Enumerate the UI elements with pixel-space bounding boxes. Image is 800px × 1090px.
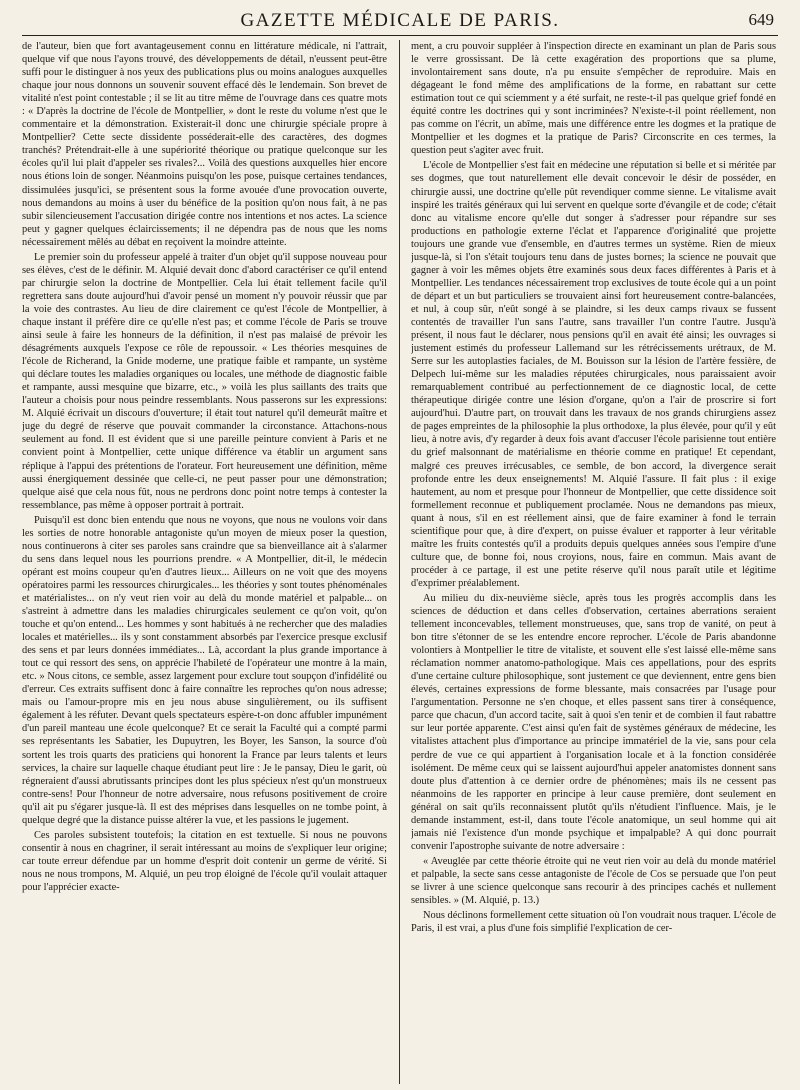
quotation: « Aveuglée par cette théorie étroite qui ne veut rien voir au delà du monde matériel et palpable, la secte sans cesse antagoniste de l'école de Cos se persuade que l'on peut se livrer à une science quelconque sans recourir à des principes cachés et nullement sensibles. » (M. Alquié, p. 13.) [411, 855, 776, 907]
paragraph: de l'auteur, bien que fort avantageusement connu en littérature médicale, ni l'attrait, quelque vif que nous l'ayons trouvé, des développements de détail, n'eussent peut-être suffi pour le distinguer à nos yeux des publications plus ou moins analogues auxquelles chaque jour nous donnons un souvenir souvent effacé dès le lendemain. Son brevet de vitalité n'est point contestable ; il se lit au titre même de l'ouvrage dans ces quatre mots : « D'après la doctrine de l'école de Montpellier, » dont le reste du volume n'est que le commentaire et la démonstration. Existerait-il donc une chirurgie spéciale propre à Montpellier? Cette secte dissidente posséderait-elle des caractères, des dogmes tranchés? Prétendrait-elle à une supériorité théorique ou pratique quelconque sur les écoles qu'il lui plait d'appeler ses rivales?... Voilà des questions auxquelles hier encore nous étions loin de songer. Néanmoins puisqu'on les pose, puisque certaines tendances, dissimulées jusqu'ici, se présentent sous la forme avouée d'une provocation ouverte, nous demandons au moins à user du bénéfice de la position qu'on nous fait, à ne pas subir silencieusement l'accusation dirigée contre nos intentions et nos actes. La science peut y gagner quelques éclaircissements; il ne dépendra pas de nous que les noms nécessairement mêlés au débat en reçoivent la moindre atteinte. [22, 41, 387, 248]
journal-title: GAZETTE MÉDICALE DE PARIS. [240, 10, 560, 31]
column-divider [399, 40, 400, 1084]
page-number: 649 [748, 10, 774, 29]
paragraph: Nous déclinons formellement cette situation où l'on voudrait nous traquer. L'école de Paris, il est vrai, a plus d'une fois simplifié l'explication de cer- [411, 910, 776, 935]
left-column [22, 40, 387, 1084]
paragraph: ment, a cru pouvoir suppléer à l'inspection directe en examinant un plan de Paris sous le verre grossissant. De là cette exagération des proportions que sa plume, involontairement sans doute, n'a pu ensuite s'empêcher de reproduire. Mais en dégageant le fond même des amplifications de la forme, en rabattant sur cette estimation tout ce qui sciemment y a été surfait, ne reste-t-il pas quelque grief fondé en équité contre les doctrines qui y sont incriminées? N'existe-t-il point réellement, non pas comme on l'écrit, un abîme, mais une différence entre les dogmes et la pratique de Montpellier et les dogmes et la pratique de Paris? Circonscrite en ces termes, la question peut s'agiter avec fruit. [411, 41, 776, 157]
paragraph: Au milieu du dix-neuvième siècle, après tous les progrès accomplis dans les sciences de déduction et dans celles d'observation, certaines aberrations seraient tellement inconcevables, tellement monstrueuses, que, sans trop de vanité, on peut à bon titre s'étonner de se les entendre encore reprocher. L'école de Paris abandonne volontiers à Montpellier le titre de vitaliste, et souvent elle s'est laissé elle-même sans réclamation nommer anatomo-pathologique. Mais ces appellations, pour des esprits d'une certaine culture philosophique, sont justement ce que deviennent, entre gens bien élevés, certaines expressions de forme blessante, mais consacrées par l'usage pour l'argumentation. Personne ne s'en choque, et elles passent sans tirer à conséquence, parce que chacun, d'un accord tacite, sait à quoi s'en tenir et de combien il faut rabattre sur leur portée apparente. C'est ainsi qu'en fait de systèmes généraux de médecine, les vitalistes attachent plus d'importance au principe immatériel de la vie, sans pour cela perdre de vue ce qui appartient à l'organisation locale et à la fonction considérée isolément. De même ceux qui se laissent aujourd'hui appeler anatomistes donnent sans doute plus d'attention à ce dernier ordre de phénomènes; mais ils ne cessent pas néanmoins de les rapporter en principe à leur cause première, dont seulement en général on sait qu'ils reconnaissent plutôt qu'ils n'étudient l'influence. Mais, je le demande instamment, est-il, dans toute l'école anatomique, un seul homme qui ait jamais nié l'existence d'un monde psychique et impalpable? A qui donc pourrait convenir l'apostrophe suivante de notre adversaire : [411, 592, 776, 852]
paragraph: L'école de Montpellier s'est fait en médecine une réputation si belle et si méritée par ses dogmes, que tout naturellement elle devait concevoir le désir de posséder, en chirurgie aussi, une doctrine qu'elle pût revendiquer comme sienne. Le vitalisme avait inspiré les traités généraux qui lui servent en quelque sorte d'évangile et de code; c'était donc au vitalisme encore qu'elle dut songer à s'adresser pour répandre sur ses productions en pathologie externe l'éclat et l'apparence d'originalité que projette toujours une grande vue d'ensemble, en d'autres termes un système. Rien de mieux jusque-là, si l'on s'était toujours tenu dans de justes bornes; la science ne pouvait que gagner à voir les mêmes objets être examinés sous deux faces différentes à Paris et à Montpellier. Les tendances nécessairement trop exclusives de toute école qui a un point de départ et un but particuliers se trouvaient ainsi fort heureusement contre-balancées, et nul, à coup sûr, n'eût songé à se plaindre, si les deux camps rivaux se fussent contentés de travailler l'un sans l'autre, sans travailler l'un contre l'autre. Jusqu'à présent, il nous faut le déclarer, nous pensions qu'il en avait été ainsi; les ouvrages si justement estimés du professeur Lallemand sur les rétrécissements urétraux, de M. Serre sur les autoplasties faciales, de M. Bouisson sur la lésion de l'artère fessière, de Delpech lui-même sur les maladies réputées chirurgicales, nous paraissaient avoir remarquablement contribué au perfectionnement de ce diagnostic local, de cette thérapeutique dirigée contre une lésion d'organe, qu'on a l'air de proscrire si fort aujourd'hui. D'autre part, on trouvait dans les travaux de nos grands chirurgiens assez de pages empreintes de la philosophie la plus orthodoxe, la plus élevée, pour qu'il y eût lieu, à notre avis, d'y regarder à deux fois avant d'accuser l'école parisienne tout entière du grief malsonnant de matérialisme en théorie comme en pratique! Et cependant, malgré ces preuves irrécusables, ce semble, de bon accord, la divergence serait profonde entre les deux enseignements! M. Alquié l'assure. Il fait plus : il exige hautement, au nom et presque pour l'honneur de Montpellier, que cette dissidence soit formellement reconnue et publiquement proclamée. Nous ne demandons pas mieux, quant à nous, s'il en est réellement ainsi, que de faire examiner à fond le terrain scientifique pour que, à dire d'expert, on puisse évaluer et rapporter à leur véritable maître les fruits contestés qu'il a produits depuis quelques années sous l'empire d'une culture que, de bonne foi, nous croyions, nous, faire en commun. Mais avant de procéder à ce partage, il est une petite réserve qu'il nous paraît utile et légitime d'exprimer préalablement. [411, 160, 776, 589]
right-column [411, 40, 776, 1084]
paragraph: Le premier soin du professeur appelé à traiter d'un objet qu'il suppose nouveau pour ses élèves, c'est de le définir. M. Alquié devait donc d'abord caractériser ce qu'il entend par chirurgie selon la doctrine de Montpellier. Cela lui était tellement facile qu'il regrettera sans doute aujourd'hui d'avoir pensé un moment n'y pouvoir réussir que par la voie des contrastes. Au lieu de dire clairement ce qu'est l'école de Montpellier, à chaque instant il préfère dire ce qu'elle n'est pas; et comme l'école de Paris se trouve ainsi seule à faire les honneurs de la définition, il n'est pas malaisé de prévoir les désagréments auxquels l'expose ce rôle de repoussoir. « Les théories mesquines de l'école de Richerand, la Gnide moderne, une pratique faible et rampante, un système qui déclare toutes les maladies organiques ou locales, une méthode de diagnostic faible et rampante, aussi mesquine que bizarre, etc., » voilà les plus saillants des traits que l'auteur a choisis pour nous peindre ressemblants. Nous passerons sur les expressions: M. Alquié écrivait un discours d'ouverture; il était tout naturel qu'il demeurât maître et juge du degré de réserve que pouvait commander la circonstance. Attachons-nous seulement au fond. Il est évident que si une pareille peinture convient à Paris et ne convient point à Montpellier, cette unique différence va établir un argument sans réplique à l'appui des prétentions de l'orateur. Fort heureusement une définition, même aussi énergiquement dessinée que celle-ci, ne peut passer pour une démonstration; quelque aisé que cela nous fût, nous ne perdrons donc point notre temps à contester la ressemblance, pas même à opposer portrait à portrait. [22, 251, 387, 511]
paragraph: Ces paroles subsistent toutefois; la citation en est textuelle. Si nous ne pouvons consentir à nous en chagriner, il serait intéressant au moins de s'expliquer leur origine; car toute erreur défendue par un homme d'esprit doit contenir un germe de vérité. Si nous ne nous trompons, M. Alquié, un peu trop éloigné de l'école qu'il voulait attaquer pour l'apprécier exacte- [22, 829, 387, 893]
page-header [22, 8, 778, 34]
paragraph: Puisqu'il est donc bien entendu que nous ne voyons, que nous ne voulons voir dans les sorties de notre honorable antagoniste qu'un moyen de mieux poser la question, nous continuerons à citer ses paroles sans craindre que sa bienveillance ait à s'alarmer du sens dans lequel nous les pourrions prendre. « A Montpellier, dit-il, le médecin opérant est moins coupeur qu'en d'autres lieux... Ailleurs on ne voit que des moyens opératoires parmi les ressources chirurgicales... les théories y sont toutes phénoménales et matérialistes... on n'y veut rien voir au delà du monde matériel et palpable... on s'astreint à admettre dans les maladies chirurgicales seulement ce qu'on voit, qu'on touche et qu'on entend... Les hommes y sont habitués à ne rechercher que des maladies locales et matérielles... ils y sont constamment absorbés par l'exercice presque exclusif des sens et par leurs données immédiates... Là, accordant la plus grande importance à tout ce qui ressort des sens, on apprécie l'habileté de l'opérateur une montre à la main, etc. » Nous citons, ce semble, assez largement pour exclure tout soupçon d'infidélité ou d'erreur. Ces extraits suffisent donc à faire connaître les reproches qu'on nous adresse; mais ou l'amour-propre mis en jeu nous abuse singulièrement, ou ils suffisent également à les réfuter. Devant quels spectateurs espère-t-on donc affubler impunément d'un pareil manteau une école quelconque? Et ce serait la Faculté qui a compté parmi ses représentants les Sabatier, les Dupuytren, les Boyer, les Sanson, la source d'où sortent les trois quarts des praticiens qui honorent la France par leurs talents et leurs services, la chaire sur laquelle chaque étudiant peut lire : Je le pansay, Dieu le garit, où régneraient d'aussi abrutissants principes dont les plus spécieux n'est qu'un monstrueux contre-sens! Pour l'honneur de notre adversaire, nous refusons positivement de croire qu'il ait pu s'égarer jusque-là. Il est des méprises dans lesquelles on ne tombe point, à quelque degré que la distance puisse altérer la vue, et les passions le jugement. [22, 514, 387, 826]
header-rule [22, 35, 778, 36]
